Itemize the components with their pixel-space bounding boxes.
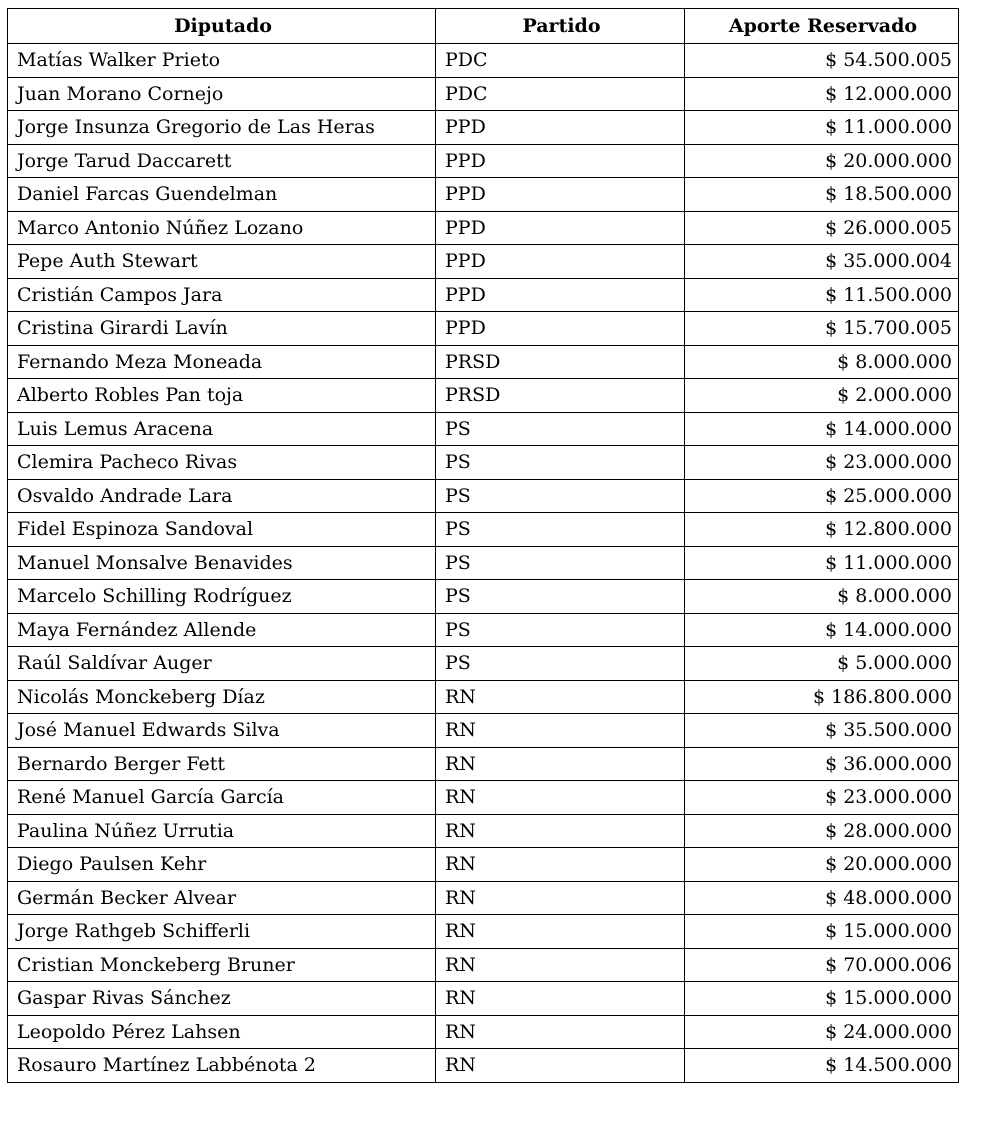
table-row [8,513,959,547]
aporte-cell: $ 36.000.000 [685,747,959,781]
header-row [8,9,959,44]
partido-cell: RN [436,982,685,1016]
diputado-cell: Jorge Tarud Daccarett [8,144,436,178]
diputado-cell: Luis Lemus Aracena [8,412,436,446]
partido-cell: RN [436,948,685,982]
partido-cell: PS [436,479,685,513]
table-row [8,345,959,379]
table-row [8,245,959,279]
partido-cell: RN [436,1049,685,1083]
diputado-cell: Osvaldo Andrade Lara [8,479,436,513]
diputado-cell: Jorge Rathgeb Schifferli [8,915,436,949]
contributions-table [7,8,959,1083]
aporte-cell: $ 12.000.000 [685,77,959,111]
header-diputado: Diputado [8,9,436,44]
partido-cell: RN [436,1015,685,1049]
table-row [8,144,959,178]
diputado-cell: Nicolás Monckeberg Díaz [8,680,436,714]
aporte-cell: $ 54.500.005 [685,44,959,78]
diputado-cell: Cristián Campos Jara [8,278,436,312]
partido-cell: PS [436,613,685,647]
aporte-cell: $ 20.000.000 [685,848,959,882]
table-row [8,211,959,245]
aporte-cell: $ 28.000.000 [685,814,959,848]
aporte-cell: $ 70.000.006 [685,948,959,982]
diputado-cell: Rosauro Martínez Labbénota 2 [8,1049,436,1083]
partido-cell: PPD [436,245,685,279]
partido-cell: RN [436,881,685,915]
partido-cell: PDC [436,77,685,111]
partido-cell: PS [436,513,685,547]
aporte-cell: $ 8.000.000 [685,345,959,379]
table-row [8,479,959,513]
table-row [8,1015,959,1049]
partido-cell: RN [436,747,685,781]
table-row [8,814,959,848]
table-row [8,379,959,413]
diputado-cell: Manuel Monsalve Benavides [8,546,436,580]
aporte-cell: $ 11.000.000 [685,111,959,145]
partido-cell: RN [436,814,685,848]
aporte-cell: $ 35.500.000 [685,714,959,748]
aporte-cell: $ 23.000.000 [685,781,959,815]
diputado-cell: Matías Walker Prieto [8,44,436,78]
partido-cell: PRSD [436,379,685,413]
diputado-cell: Bernardo Berger Fett [8,747,436,781]
aporte-cell: $ 48.000.000 [685,881,959,915]
table-row [8,412,959,446]
partido-cell: PPD [436,211,685,245]
aporte-cell: $ 15.700.005 [685,312,959,346]
aporte-cell: $ 11.000.000 [685,546,959,580]
partido-cell: PS [436,412,685,446]
table-row [8,948,959,982]
diputado-cell: Juan Morano Cornejo [8,77,436,111]
diputado-cell: Clemira Pacheco Rivas [8,446,436,480]
table-row [8,848,959,882]
aporte-cell: $ 26.000.005 [685,211,959,245]
partido-cell: PRSD [436,345,685,379]
table-row [8,881,959,915]
diputado-cell: Gaspar Rivas Sánchez [8,982,436,1016]
diputado-cell: Diego Paulsen Kehr [8,848,436,882]
aporte-cell: $ 25.000.000 [685,479,959,513]
table-row [8,781,959,815]
partido-cell: PS [436,446,685,480]
aporte-cell: $ 35.000.004 [685,245,959,279]
diputado-cell: Cristina Girardi Lavín [8,312,436,346]
aporte-cell: $ 20.000.000 [685,144,959,178]
table-row [8,714,959,748]
table-row [8,982,959,1016]
diputado-cell: Fidel Espinoza Sandoval [8,513,436,547]
table-row [8,446,959,480]
diputado-cell: Maya Fernández Allende [8,613,436,647]
diputado-cell: Raúl Saldívar Auger [8,647,436,681]
table-row [8,1049,959,1083]
aporte-cell: $ 23.000.000 [685,446,959,480]
table-row [8,680,959,714]
partido-cell: PPD [436,312,685,346]
diputado-cell: Cristian Monckeberg Bruner [8,948,436,982]
partido-cell: RN [436,714,685,748]
diputado-cell: Jorge Insunza Gregorio de Las Heras [8,111,436,145]
table-row [8,915,959,949]
table-row [8,747,959,781]
diputado-cell: Daniel Farcas Guendelman [8,178,436,212]
table-body [8,44,959,1083]
aporte-cell: $ 5.000.000 [685,647,959,681]
partido-cell: PPD [436,278,685,312]
table-row [8,44,959,78]
diputado-cell: Leopoldo Pérez Lahsen [8,1015,436,1049]
partido-cell: PPD [436,111,685,145]
diputado-cell: René Manuel García García [8,781,436,815]
aporte-cell: $ 15.000.000 [685,982,959,1016]
aporte-cell: $ 24.000.000 [685,1015,959,1049]
aporte-cell: $ 14.500.000 [685,1049,959,1083]
aporte-cell: $ 14.000.000 [685,613,959,647]
table-row [8,278,959,312]
diputado-cell: Fernando Meza Moneada [8,345,436,379]
table-row [8,647,959,681]
table-row [8,580,959,614]
diputado-cell: Marcelo Schilling Rodríguez [8,580,436,614]
aporte-cell: $ 14.000.000 [685,412,959,446]
partido-cell: PPD [436,178,685,212]
partido-cell: RN [436,915,685,949]
aporte-cell: $ 186.800.000 [685,680,959,714]
diputado-cell: Germán Becker Alvear [8,881,436,915]
diputado-cell: Pepe Auth Stewart [8,245,436,279]
header-aporte-reservado: Aporte Reservado [685,9,959,44]
aporte-cell: $ 2.000.000 [685,379,959,413]
table-row [8,178,959,212]
diputado-cell: José Manuel Edwards Silva [8,714,436,748]
aporte-cell: $ 8.000.000 [685,580,959,614]
table-row [8,77,959,111]
partido-cell: RN [436,680,685,714]
partido-cell: RN [436,781,685,815]
partido-cell: PS [436,580,685,614]
table-row [8,546,959,580]
table-row [8,312,959,346]
aporte-cell: $ 12.800.000 [685,513,959,547]
aporte-cell: $ 18.500.000 [685,178,959,212]
aporte-cell: $ 11.500.000 [685,278,959,312]
table-row [8,111,959,145]
aporte-cell: $ 15.000.000 [685,915,959,949]
partido-cell: PS [436,647,685,681]
diputado-cell: Alberto Robles Pan toja [8,379,436,413]
partido-cell: RN [436,848,685,882]
partido-cell: PDC [436,44,685,78]
diputado-cell: Marco Antonio Núñez Lozano [8,211,436,245]
header-partido: Partido [436,9,685,44]
diputado-cell: Paulina Núñez Urrutia [8,814,436,848]
partido-cell: PPD [436,144,685,178]
partido-cell: PS [436,546,685,580]
table-row [8,613,959,647]
